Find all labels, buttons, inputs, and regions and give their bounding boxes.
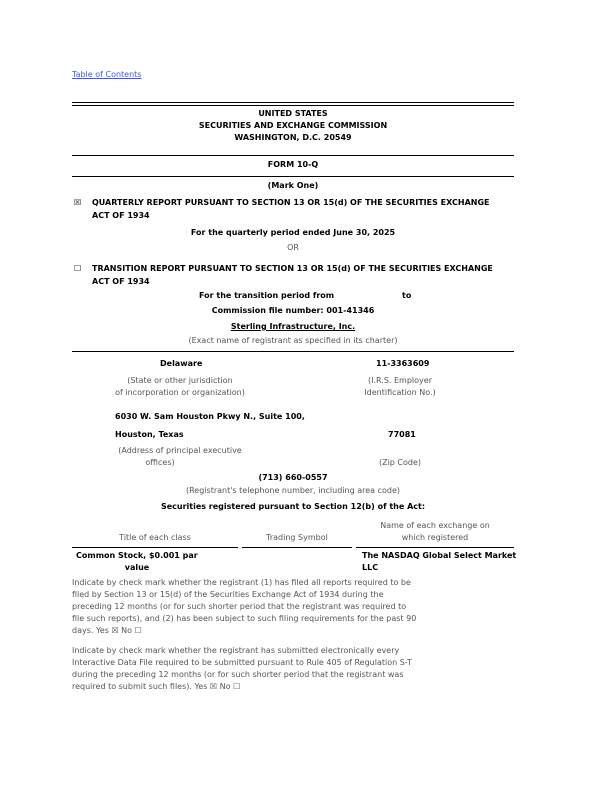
para1-line4: file such reports), and (2) has been subject to such filing requirements for the past 90 bbox=[72, 614, 417, 623]
para2-line4: required to submit such files). Yes bbox=[72, 682, 208, 691]
state-caption-2: of incorporation or organization) bbox=[115, 388, 245, 397]
commission-heading: SECURITIES AND EXCHANGE COMMISSION bbox=[198, 121, 388, 130]
security-exchange-line2: LLC bbox=[362, 563, 379, 572]
phone-number: (713) 660-0557 bbox=[258, 473, 328, 482]
transition-checkbox[interactable]: ☐ bbox=[74, 264, 82, 273]
rule-form bbox=[72, 155, 514, 156]
para2-line3: during the preceding 12 months (or for such shorter period that the registrant was bbox=[72, 670, 404, 679]
ein-caption-1: (I.R.S. Employer bbox=[368, 376, 432, 385]
quarterly-checkbox[interactable]: ☒ bbox=[74, 198, 82, 207]
phone-caption: (Registrant's telephone number, including area code) bbox=[185, 486, 401, 495]
rule-mark-one bbox=[72, 176, 514, 177]
para2-line2: Interactive Data File required to be submitted pursuant to Rule 405 of Regulation S-T bbox=[72, 658, 412, 667]
para2-no-label: No bbox=[219, 682, 231, 691]
para1-line3: preceding 12 months (or for such shorter period that the registrant was required to bbox=[72, 602, 407, 611]
ein-number: 11-3363609 bbox=[376, 359, 430, 368]
table-of-contents-link[interactable]: Table of Contents bbox=[72, 70, 142, 79]
para1-line5: days. Yes bbox=[72, 626, 109, 635]
agency-heading: UNITED STATES bbox=[258, 109, 328, 118]
securities-heading: Securities registered pursuant to Section 12(b) of the Act: bbox=[160, 502, 426, 511]
form-title: FORM 10-Q bbox=[267, 160, 319, 169]
security-title-line1: Common Stock, $0.001 par bbox=[76, 551, 198, 560]
rule-registrant bbox=[72, 351, 514, 352]
quarterly-report-line2: ACT OF 1934 bbox=[92, 211, 150, 220]
address-caption-2: offices) bbox=[145, 458, 175, 467]
para1-yes-checkbox[interactable]: ☒ bbox=[111, 626, 119, 635]
para2-yes-checkbox[interactable]: ☒ bbox=[209, 682, 218, 691]
state-of-incorporation: Delaware bbox=[160, 359, 203, 368]
or-separator: OR bbox=[287, 243, 299, 252]
col2-rule bbox=[242, 547, 352, 548]
top-rule-1 bbox=[72, 102, 514, 103]
company-name: Sterling Infrastructure, Inc. bbox=[230, 322, 356, 331]
ein-caption-2: Identification No.) bbox=[364, 388, 436, 397]
transition-report-line1: TRANSITION REPORT PURSUANT TO SECTION 13 OR 15(d) OF THE SECURITIES EXCHANGE bbox=[92, 264, 493, 273]
quarterly-period: For the quarterly period ended June 30, 2025 bbox=[190, 228, 396, 237]
security-exchange-line1: The NASDAQ Global Select Market bbox=[362, 551, 517, 560]
col3-rule bbox=[356, 547, 514, 548]
transition-report-line2: ACT OF 1934 bbox=[92, 277, 150, 286]
transition-period-to: to bbox=[402, 291, 412, 300]
para2-no-checkbox[interactable]: ☐ bbox=[233, 682, 241, 691]
transition-period: For the transition period from bbox=[199, 291, 335, 300]
address-line-2: Houston, Texas bbox=[115, 430, 184, 439]
zip-code: 77081 bbox=[388, 430, 416, 439]
para1-line2: filed by Section 13 or 15(d) of the Securities Exchange Act of 1934 during the bbox=[72, 590, 384, 599]
col-title-of-class: Title of each class bbox=[119, 533, 191, 542]
para2-line1: Indicate by check mark whether the registrant has submitted electronically every bbox=[72, 646, 400, 655]
city-heading: WASHINGTON, D.C. 20549 bbox=[234, 133, 352, 142]
top-rule-2 bbox=[72, 105, 514, 106]
col-exchange-line2: which registered bbox=[401, 533, 469, 542]
address-line-1: 6030 W. Sam Houston Pkwy N., Suite 100, bbox=[115, 412, 305, 421]
col-exchange-line1: Name of each exchange on bbox=[380, 521, 490, 530]
security-title-line2: value bbox=[124, 563, 150, 572]
col-trading-symbol: Trading Symbol bbox=[266, 533, 328, 542]
zip-caption: (Zip Code) bbox=[378, 458, 422, 467]
mark-one: (Mark One) bbox=[267, 181, 319, 190]
col1-rule bbox=[72, 547, 238, 548]
para1-no-checkbox[interactable]: ☐ bbox=[134, 626, 142, 635]
state-caption-1: (State or other jurisdiction bbox=[127, 376, 233, 385]
address-caption-1: (Address of principal executive bbox=[118, 446, 242, 455]
para1-no-label: No bbox=[121, 626, 133, 635]
commission-file-number: Commission file number: 001-41346 bbox=[211, 306, 375, 315]
para1-line1: Indicate by check mark whether the registrant (1) has filed all reports required to be bbox=[72, 578, 411, 587]
quarterly-report-line1: QUARTERLY REPORT PURSUANT TO SECTION 13 OR 15(d) OF THE SECURITIES EXCHANGE bbox=[92, 198, 490, 207]
company-name-caption: (Exact name of registrant as specified in its charter) bbox=[188, 336, 398, 345]
